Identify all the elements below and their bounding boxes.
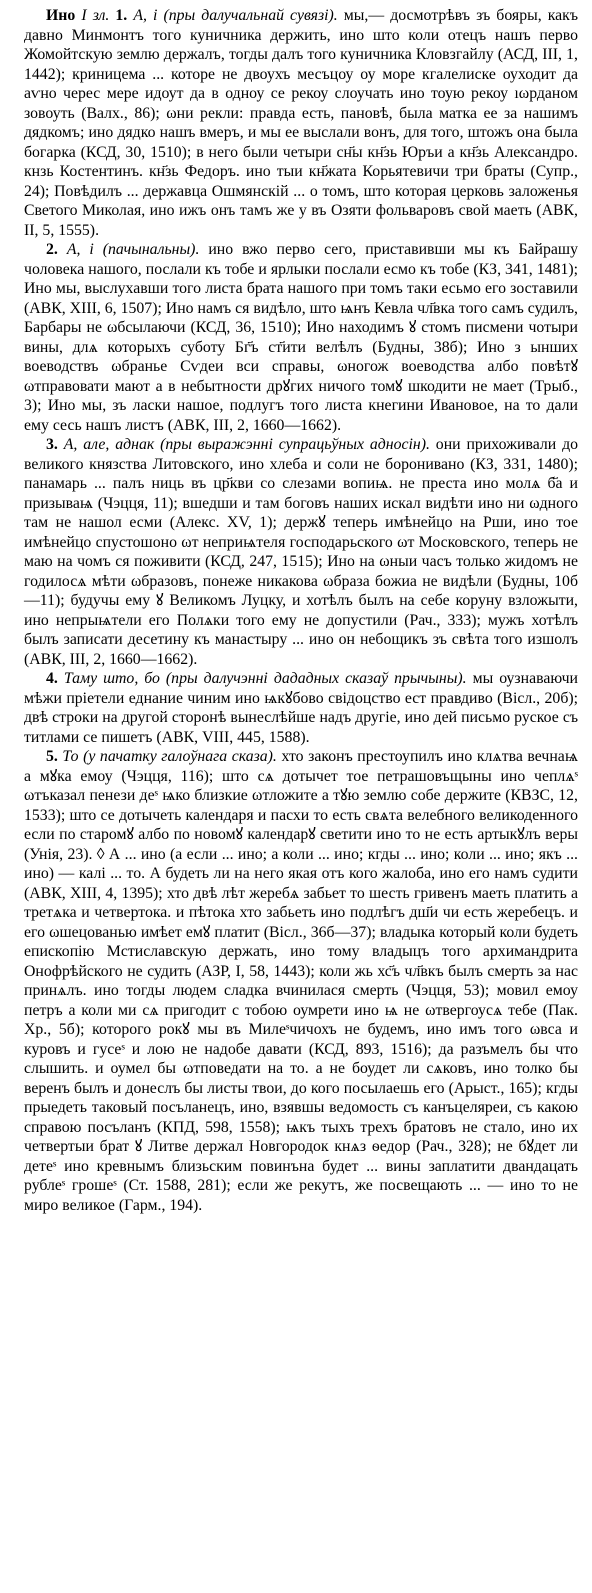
- sense-gloss: То (у пачатку галоўнага сказа).: [62, 748, 277, 765]
- sense-number: 3.: [46, 436, 58, 453]
- sense-gloss: А, але, аднак (пры выражэнні супрацьўных адносін).: [63, 436, 430, 453]
- sense-4: [24, 669, 578, 747]
- headword: Ино: [46, 7, 76, 24]
- sense-gloss: А, і (пачынальны).: [66, 241, 200, 258]
- sense-3: [24, 435, 578, 669]
- sense-number: 2.: [46, 241, 58, 258]
- sense-number: 4.: [46, 670, 58, 687]
- sense-gloss: Таму што, бо (пры далучэнні дададных сказаў прычыны).: [63, 670, 467, 687]
- sense-text: ино вжо перво сего, приставивши мы къ Байрашу чоловека нашого, послали къ тобе и ярлыки послали есмо къ тобе (КЗ, 341, 1481); Ино мы, выслухавши того листа брата нашого при томъ таки есьмо его зоставили (АВК, XIII, 6, 1507); Ино намъ ся видѣло, што ѩнъ Кевла чл҃вка того самъ судилъ, Барбары не ωбсылаючи (КСД, 36, 1510); Ино находимъ ꙋ стомъ писмени чотыри вины, длѧ которыхъ суботу Бг҃ъ ст҃ити велѣлъ (Будны, 38б); Ино з ынших воеводствъ ωбранье Сѵдеи вси справы, ωногож воеводства албо повѣтꙋ ωтправовати мают а в небытности дрꙋгих ничого томꙋ шкодити не мает (Трыб., 3); Ино мы, зъ ласки нашое, подлугъ того листа кнегини Ивановое, на то дали ему сесь нашъ листъ (АВК, III, 2, 1660—1662).: [24, 241, 578, 434]
- sense-1: [24, 6, 578, 240]
- sense-text: они прихоживали до великого князства Литовского, ино хлеба и соли не боронивано (КЗ, 331, 1480); панамарь ... палъ ниць въ цр҃кви со слезами вопиѩ. не преста ино молѧ б҃а и призываѩ (Чэцця, 11); вшедши и там боговъ наших искал видѣти ино ни ωдного там не нашол есми (Алекс. XV, 1); держꙋ теперь имѣнейцо на Рши, ино тое имѣнейцо спустошоно ωт неприѩтеля господарьского ωт Московского, теперь не маю на чомъ ся поживити (КСД, 247, 1515); Ино на ωныи часъ только жидомъ не годилосѧ мѣти ωбразовъ, понеже никакова ωбраза божиа не видѣли (Будны, 10б—11); будучы ему ꙋ Великомъ Луцку, и хотѣлъ былъ на себе коруну взложыти, ино непрыѩтели его Полѧки того ему не допустили (Рач., 333); мужъ хотѣлъ былъ записати десетину къ манастыру ... ино он небощикъ зъ свѣта того изшолъ (АВК, III, 2, 1660—1662).: [24, 436, 579, 668]
- sense-5: [24, 747, 578, 1215]
- sense-number: 5.: [46, 748, 58, 765]
- sense-text: мы оузнаваючи мѣжи пріетели еднание чиним ино ѩкꙋбово свідоцство ест правдиво (Вісл., 20б); двѣ строки на другой сторонѣ вынеслѣйше надъ другіе, ино дей письмо руское съ титлами се пишетъ (АВК, VIII, 445, 1588).: [24, 670, 578, 746]
- grammar-label: I зл.: [81, 7, 110, 24]
- sense-number: 1.: [115, 7, 128, 24]
- sense-gloss: А, і (пры далучальнай сувязі).: [133, 7, 338, 24]
- sense-2: [24, 240, 578, 435]
- sense-text: хто законъ престоупилъ ино клѧтва вечнаѩ а мꙋка емоу (Чэцця, 116); што сѧ дотычет тое петрашовъщыны ино чеплѧˢ ωтъказал пенези деˢ ѩко близкие ωтложите а тꙋю землю собе держите (КВЗС, 12, 1533); што се дотычеть календаря и пасхи то есть свѧта велебного великоденного если по старомꙋ албо по новомꙋ календарꙋ светити ино то не есть артыкꙋлъ веры (Унія, 23). ◊ А ... ино (а если ... ино; а коли ... ино; кгды ... ино; коли ... ино; якъ ... ино) — калі ... то. А будеть ли на него якая отъ кого жалоба, ино его намъ судити (АВК, XIII, 4, 1395); хто двѣ лѣт жеребѧ забьет то шесть гривенъ маеть платить а третѧка и четвертока. и пѣтока хто забьеть ино подлѣгъ дш҃и чи есть жеребецъ. и его ωшецованью имѣет емꙋ платит (Вісл., 36б—37); владыка который коли будеть епископію Мстиславскую держать, ино тому владыцъ того архимандрита Онофрѣйского не судить (АЗР, I, 58, 1443); коли жь хс҃ъ чл҃вкъ былъ смерть за нас принѧлъ. ино тогды людем сладка вчинилася смерть (Чэцця, 53); мовил емоу петръ а коли ми сѧ пригодит с тобою оумрети ино ѩ не ωтвергоусѧ тебе (Пак. Хр., 5б); которого рокꙋ мы въ Милеˢчичохъ не будемъ, ино имъ того ωвса и куровъ и гусеˢ и лою не надобе давати (КСД, 893, 1516); да разъмелъ бы что слышить. и оумел бы ωтповедати на то. а не боудет ли сѧковъ, ино толко бы веренъ былъ и донеслъ бы листы твои, до кого посылаешь его (Арыст., 165); кгды прыедеть таковый посъланецъ, ино, взявшы ведомость съ канъцеляреи, съ какою справою посъланъ (КПД, 598, 1558); ѩкъ тыхъ трехъ братовъ не стало, ино их четвертыи брат ꙋ Литве держал Новгородок кнѧз ѳедор (Рач., 328); не бꙋдет ли детеˢ ино кревнымъ близьским повинъна будет ... вины заплатити двандацать рублеˢ грошеˢ (Ст. 1588, 281); если же рекутъ, же посвещають ... — ино то не миро великое (Гарм., 194).: [24, 748, 578, 1214]
- sense-text: мы,— досмотрѣвъ зъ бояры, какъ давно Минмонтъ того куничника держить, ино што коли отецъ нашъ перво Жомойтскую землю держалъ, тогды далъ того куничника Кловзгайлу (АСД, III, 1, 1442); криницема ... которе не двоухъ месъцоу оу море кгалелиске оуходит да аѵно черес мере идоут да в одноу се рекоу слоучать ино тоую рекоу ıωрданом зовоуть (Валх., 86); ωни рекли: правда есть, пановѣ, была матка ее за нашимъ дядкомъ; ино дядко нашъ вмеръ, и мы ее выслали вонъ, для того, штожъ она была богарка (КСД, 30, 1510); в него были четыри сн҃ы кн҃зь Юръи а кн҃зь Александро. кнзь Костентинъ. кн҃зь Федоръ. ино тыи кн҃жата Корьятевичи три браты (Супр., 24); Повѣдилъ ... державца Ошмянскій ... о томъ, што которая церковь заложенья Светого Миколая, ино ижъ онъ тамъ же у въ Озяти фольваровъ свой маеть (АВК, II, 5, 1555).: [24, 7, 579, 239]
